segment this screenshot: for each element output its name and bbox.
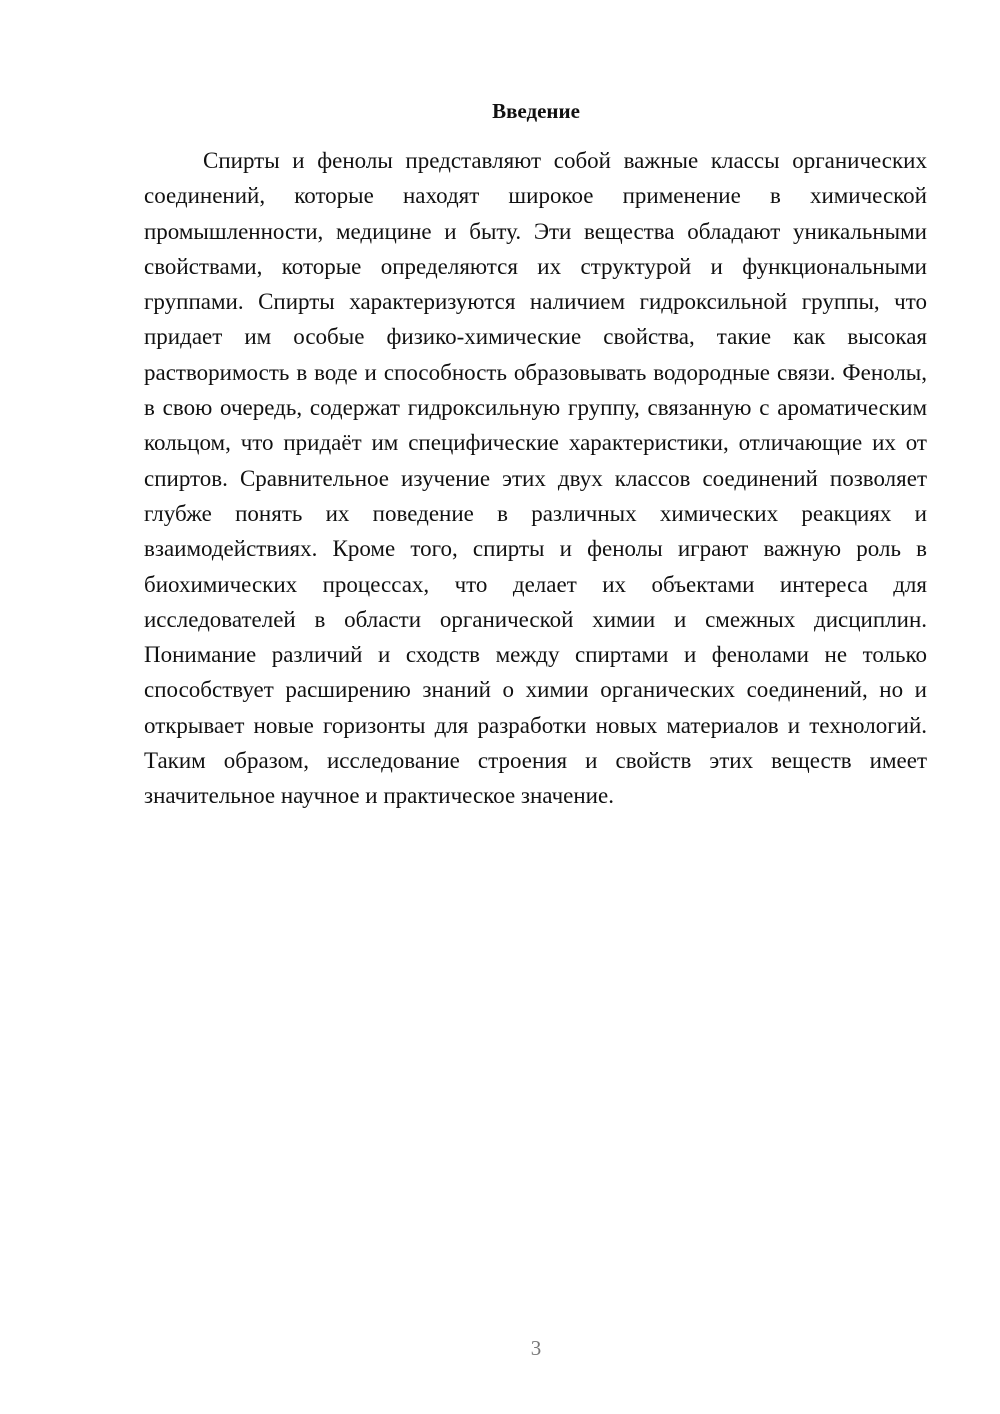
page-title: Введение — [492, 99, 580, 123]
page-number: 3 — [530, 1336, 542, 1360]
introduction-paragraph: Спирты и фенолы представляют собой важные классы органических соединений, которые находят широкое применение в химической промышленности, медицине и быту. Эти вещества обладают уникальными свойствами, которые определяются их структурой и функциональными группами. Спирты характеризуются наличием гидроксильной группы, что придает им особые физико-химические свойства, такие как высокая растворимость в воде и способность образовывать водородные связи. Фенолы, в свою очередь, содержат гидроксильную группу, связанную с ароматическим кольцом, что придаёт им специфические характеристики, отличающие их от спиртов. Сравнительное изучение этих двух классов соединений позволяет глубже понять их поведение в различных химических реакциях и взаимодействиях. Кроме того, спирты и фенолы играют важную роль в биохимических процессах, что делает их объектами интереса для исследователей в области органической химии и смежных дисциплин. Понимание различий и сходств между спиртами и фенолами не только способствует расширению знаний о химии органических соединений, но и открывает новые горизонты для разработки новых материалов и технологий. Таким образом, исследование строения и свойств этих веществ имеет значительное научное и практическое значение. — [144, 148, 927, 809]
